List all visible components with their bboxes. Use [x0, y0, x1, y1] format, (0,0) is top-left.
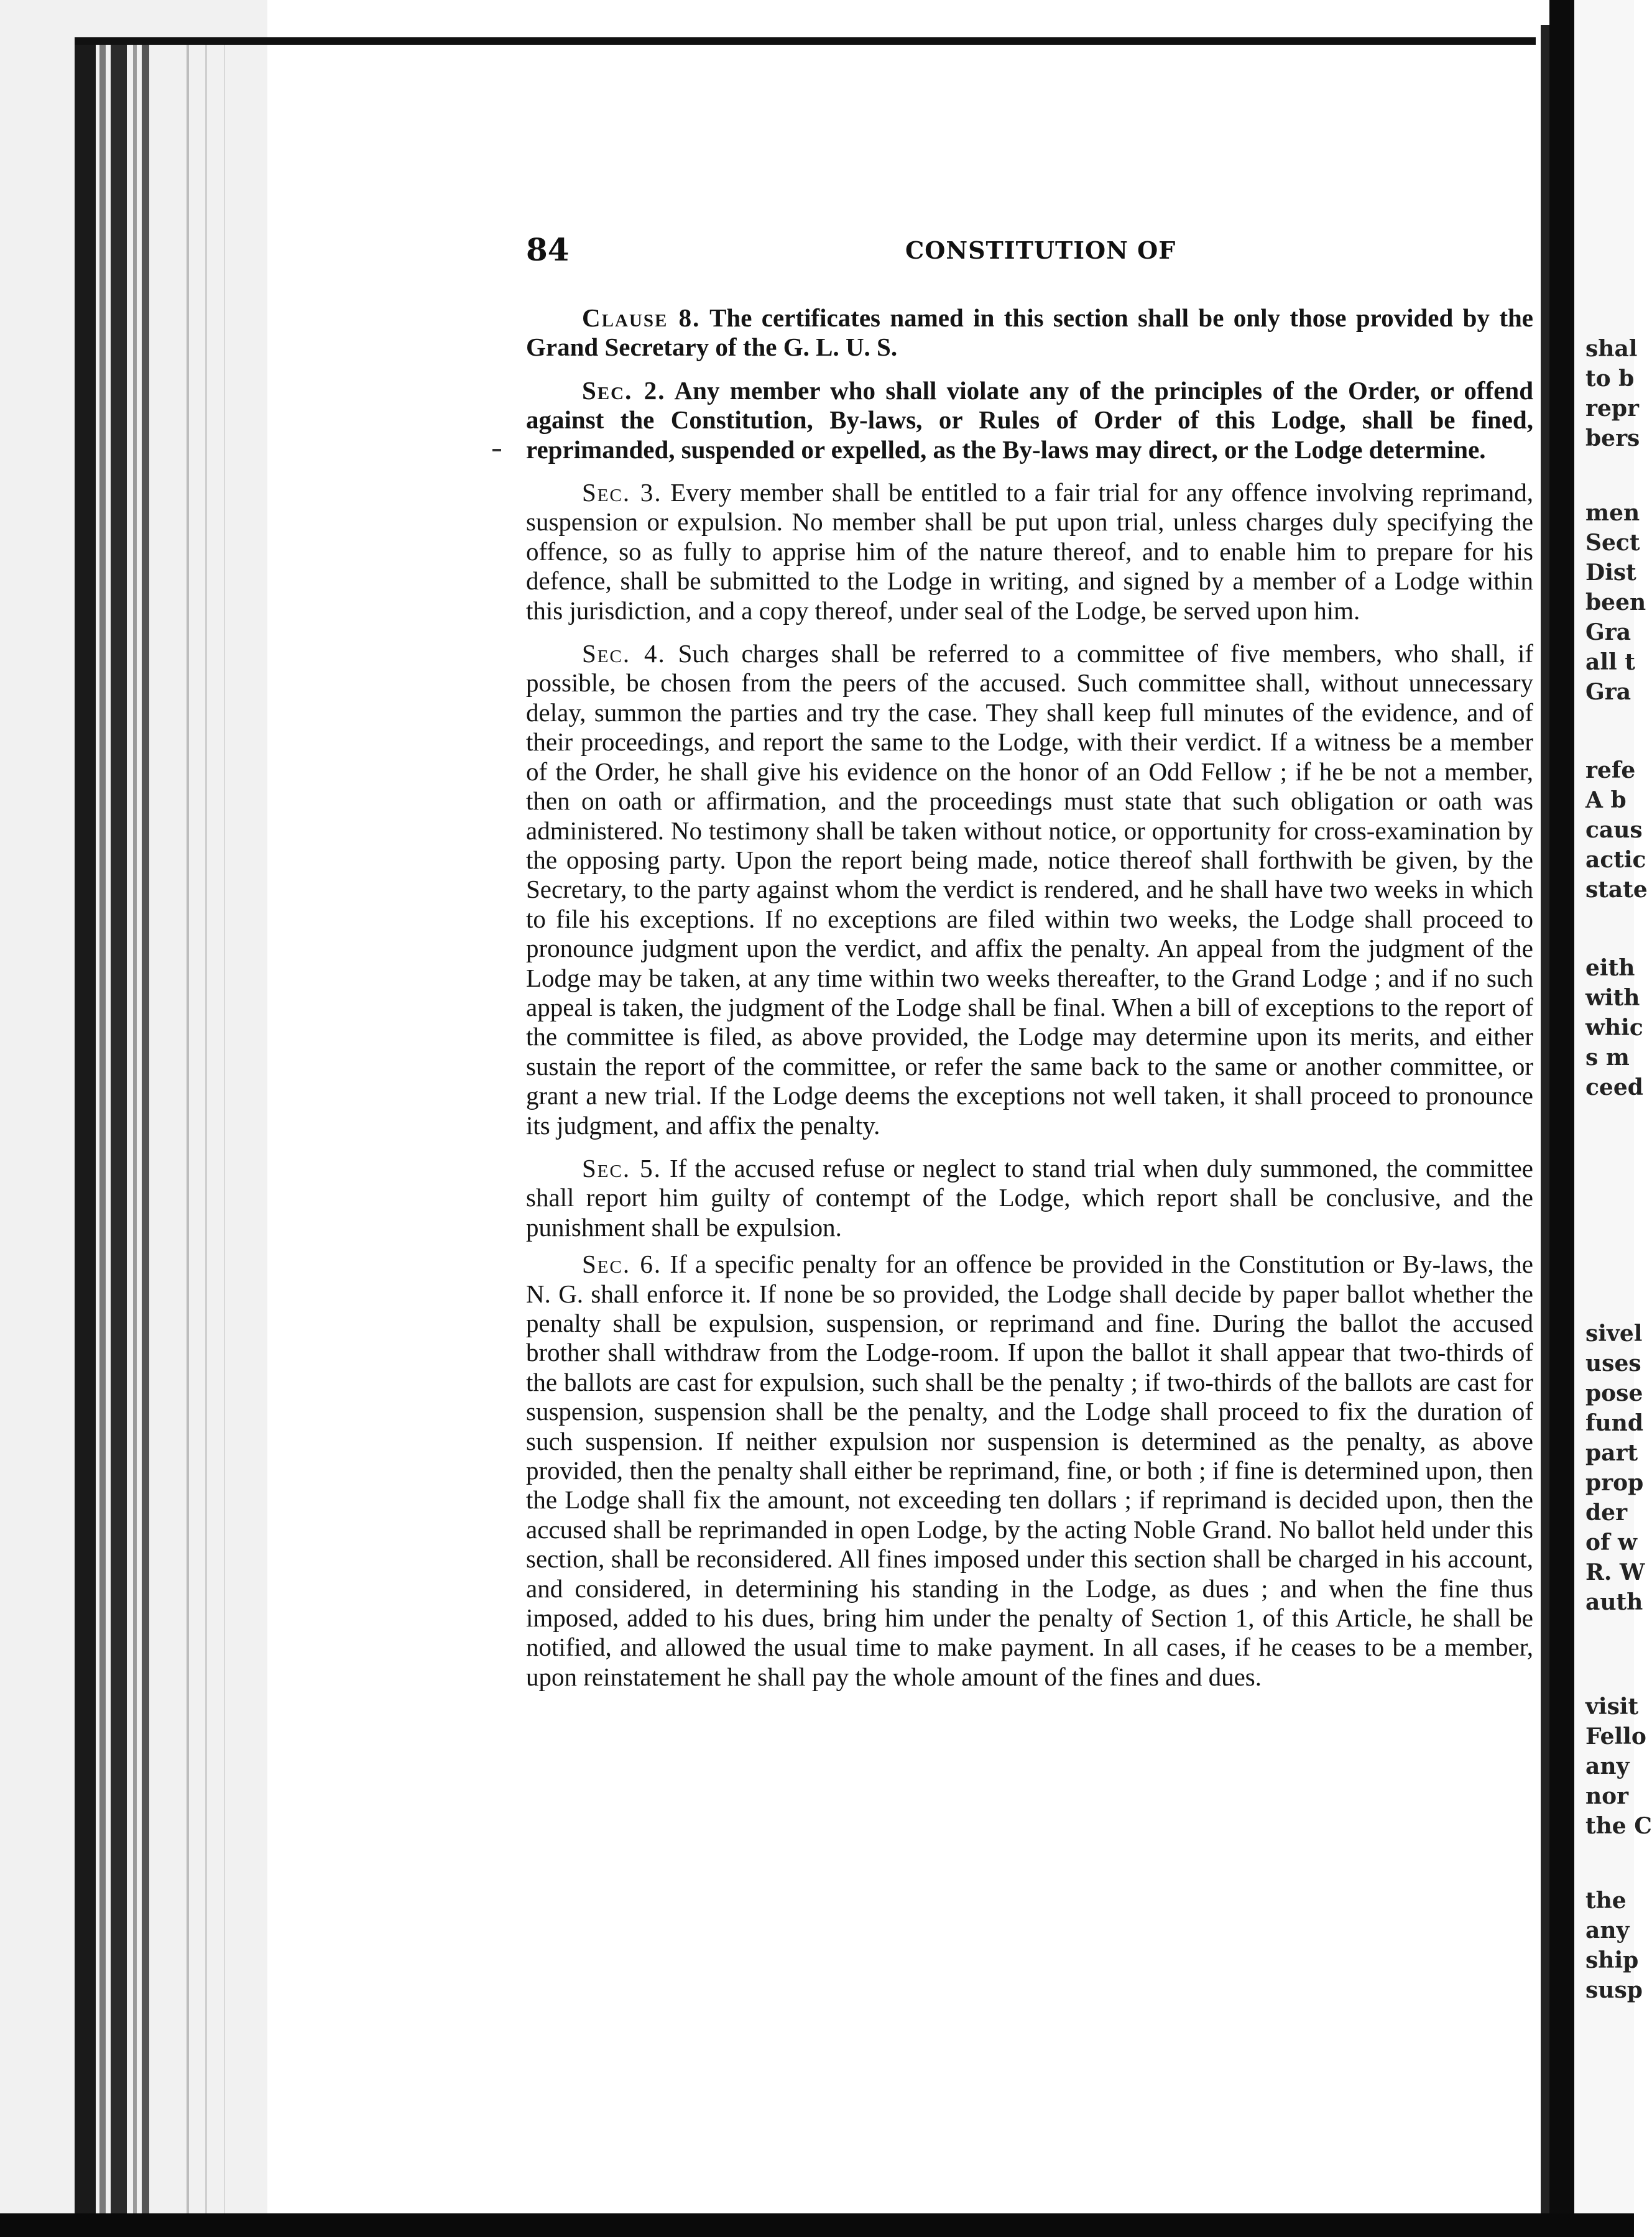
section-2-paragraph [526, 376, 1533, 464]
adjacent-page-word: ship [1585, 1947, 1639, 1973]
adjacent-page-word: R. W [1585, 1559, 1645, 1585]
adjacent-page-word: sivel [1585, 1321, 1643, 1347]
adjacent-page-word: all t [1585, 649, 1635, 675]
adjacent-page-word: Fello [1585, 1723, 1646, 1750]
spine-edge-stripe [133, 37, 137, 2213]
page-top-edge [75, 37, 1536, 45]
adjacent-page-word: men [1585, 500, 1640, 526]
adjacent-page-word: visit [1585, 1694, 1639, 1720]
adjacent-page-word: with [1585, 985, 1640, 1011]
adjacent-page-word: Gra [1585, 679, 1631, 705]
adjacent-page-word: bers [1585, 425, 1640, 451]
adjacent-page-word: nor [1585, 1783, 1629, 1809]
adjacent-page-word: part [1585, 1440, 1638, 1466]
adjacent-page-word: fund [1585, 1410, 1644, 1436]
adjacent-page-word: the C [1585, 1813, 1652, 1839]
paragraph-text: The certificates named in this section shall be only those provided by the Grand Secretary of the G. L. U. S. [526, 303, 1533, 362]
adjacent-page-word: shal [1585, 336, 1638, 362]
page-stack-line [224, 37, 225, 2213]
adjacent-page-word: caus [1585, 817, 1643, 843]
adjacent-page-word: A b [1585, 787, 1627, 813]
adjacent-page-word: susp [1585, 1977, 1643, 2003]
section-4-paragraph [526, 639, 1533, 1140]
paragraph-text: Such charges shall be referred to a committee of five members, who shall, if possible, be chosen from the peers of the accused. Such committee shall, without unnecessary delay, summon the parties and try the case. They shall keep full minutes of the evidence, and of their proceedings, and report the same to the Lodge, with their verdict. If a witness be a member of the Order, he shall give his evidence on the honor of an Odd Fellow ; if he be not a member, then on oath or affirmation, and the proceedings must state that such obligation or oath was administered. No testimony shall be taken without notice, or opportunity for cross-examination by the opposing party. Upon the report being made, notice thereof shall forthwith be given, by the Secretary, to the party against whom the verdict is rendered, and he shall have two weeks in which to file his exceptions. If no exceptions are filed within two weeks, the Lodge shall proceed to pronounce judgment upon the verdict, and affix the penalty. An appeal from the judgment of the Lodge may be taken, at any time within two weeks thereafter, to the Grand Lodge ; and if no such appeal is taken, the judgment of the Lodge shall be final. When a bill of exceptions to the report of the committee is filed, as above provided, the Lodge may determine upon its merits, and either sustain the report of the committee, or refer the same back to the same or another committee, or grant a new trial. If the Lodge deems the exceptions not well taken, it shall proceed to pronounce its judgment, and affix the penalty. [526, 639, 1534, 1140]
adjacent-page-word: uses [1585, 1350, 1641, 1377]
spine-edge-stripe [99, 37, 106, 2213]
running-header [526, 231, 1533, 269]
gutter-shadow [1549, 0, 1574, 2237]
paragraph-text: If the accused refuse or neglect to stand trial when duly summoned, the committee shall report him guilty of contempt of the Lodge, which report shall be conclusive, and the punishment shall be expulsion. [526, 1153, 1534, 1242]
page-stack-line [187, 37, 189, 2213]
paragraph-text: Any member who shall violate any of the principles of the Order, or offend against the Constitution, By-laws, or Rules of Order of this Lodge, shall be fined, reprimanded, suspended or expelled, as the By-laws may direct, or the Lodge determine. [526, 376, 1534, 464]
adjacent-page-fragment [1574, 0, 1652, 2237]
adjacent-page-word: of w [1585, 1529, 1638, 1556]
clause-8-paragraph [526, 303, 1533, 362]
spine-edge-stripe [142, 37, 149, 2213]
adjacent-page-word: state [1585, 877, 1648, 903]
section-label: Sec. 5. [582, 1153, 662, 1183]
adjacent-page-word: Gra [1585, 619, 1631, 645]
bottom-scan-shadow [0, 2213, 1634, 2237]
adjacent-page-word: refe [1585, 757, 1636, 783]
adjacent-page-word: prop [1585, 1470, 1644, 1496]
section-label: Sec. 2. [582, 376, 666, 405]
section-label: Sec. 3. [582, 478, 662, 507]
stray-ink-mark [492, 449, 501, 451]
adjacent-page-word: any [1585, 1917, 1630, 1944]
adjacent-page-word: der [1585, 1500, 1628, 1526]
adjacent-page-word: auth [1585, 1589, 1643, 1615]
paragraph-text: Every member shall be entitled to a fair trial for any offence involving reprimand, suspension or expulsion. No member shall be put upon trial, unless charges duly specifying the offence, so as fully to apprise him of the nature thereof, and to enable him to prepare for his defence, shall be submitted to the Lodge in writing, and signed by a member of a Lodge within this jurisdiction, and a copy thereof, under seal of the Lodge, be served upon him. [526, 478, 1533, 625]
section-5-paragraph [526, 1154, 1533, 1242]
adjacent-page-word: Sect [1585, 530, 1640, 556]
adjacent-page-word: repr [1585, 395, 1640, 422]
page-number: 84 [526, 231, 570, 268]
page-stack-line [205, 37, 207, 2213]
adjacent-page-word: pose [1585, 1380, 1643, 1406]
adjacent-page-word: eith [1585, 955, 1635, 981]
paragraph-text: If a specific penalty for an offence be provided in the Constitution or By-laws, the N. G. shall enforce it. If none be so provided, the Lodge shall decide by paper ballot whether the penalty shall be expulsion, suspension, or reprimand and fine. During the ballot the accused brother shall withdraw from the Lodge-room. If upon the ballot it shall appear that two-thirds of the ballots are cast for expulsion, such shall be the penalty ; if two-thirds of the ballots are cast for suspension, suspension shall be the penalty, and the Lodge shall proceed to fix the duration of such suspension. If neither expulsion nor suspension is determined as the penalty, as above provided, then the penalty shall either be reprimand, fine, or both ; if fine is determined upon, then the Lodge shall fix the amount, not exceeding ten dollars ; if reprimand is decided upon, then the accused shall be reprimanded in open Lodge, by the acting Noble Grand. No ballot held under this section, shall be reconsidered. All fines imposed under this section shall be charged in his account, and considered, in determining his standing in the Lodge, as dues ; and when the fine thus imposed, added to his dues, bring him under the penalty of Section 1, of this Article, he shall be notified, and allowed the usual time to make payment. In all cases, if he ceases to be a member, upon reinstatement he shall pay the whole amount of the fines and dues. [526, 1250, 1533, 1691]
running-title: CONSTITUTION OF [905, 236, 1176, 264]
adjacent-page-word: the [1585, 1888, 1627, 1914]
section-label: Clause 8. [582, 303, 701, 332]
section-label: Sec. 6. [582, 1250, 662, 1279]
adjacent-page-word: actic [1585, 847, 1646, 873]
adjacent-page-word: whic [1585, 1015, 1643, 1041]
adjacent-page-word: s m [1585, 1045, 1630, 1071]
page-right-edge [1541, 25, 1549, 2213]
text-column [526, 303, 1533, 1705]
adjacent-page-word: ceed [1585, 1074, 1643, 1100]
spine-edge-stripe [75, 37, 96, 2213]
adjacent-page-word: been [1585, 589, 1646, 616]
section-3-paragraph [526, 478, 1533, 625]
section-label: Sec. 4. [582, 639, 666, 668]
adjacent-page-word: Dist [1585, 560, 1636, 586]
adjacent-page-word: any [1585, 1753, 1630, 1779]
spine-edge-stripe [111, 37, 127, 2213]
section-6-paragraph [526, 1250, 1533, 1692]
adjacent-page-word: to b [1585, 366, 1635, 392]
